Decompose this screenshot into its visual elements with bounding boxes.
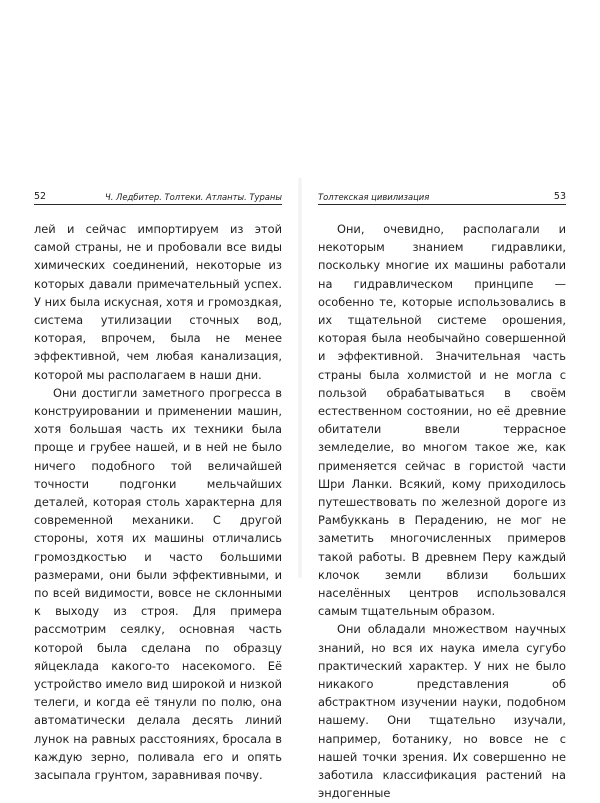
right-page-header: [318, 190, 566, 204]
paragraph: Они, очевидно, располагали и некоторым знанием гидравлики, поскольку многие их машины работали на гидравлическом принципе — особенно те, которые использовались в их тщательной системе орошения, которая была необычайно совершенной и эффективной. Значительная часть страны была холмистой и не могла с пользой обрабатываться в своём естественном состоянии, но её древние обитатели ввели террасное земледелие, во многом такое же, как применяется сейчас в гористой части Шри Ланки. Всякий, кому приходилось путешествовать по железной дороге из Рамбуккань в Перадению, не мог не заметить многочисленных примеров такой работы. В древнем Перу каждый клочок земли вблизи больших населённых центров использовался самым тщательным образом.: [318, 222, 566, 619]
paragraph: лей и сейчас импортируем из этой самой страны, не и пробовали все виды химических соединений, некоторые из которых давали примечательный успех. У них была искусная, хотя и громоздкая, система утилизации сточных вод, которая, впрочем, была не менее эффективной, чем любая канализация, которой мы располагаем в наши дни.: [34, 222, 282, 382]
left-page-header: [34, 190, 282, 204]
right-page-number: 53: [553, 191, 566, 202]
paragraph: Они обладали множеством научных знаний, но вся их наука имела сугубо практический характер. У них не было никакого представления об абстрактном изучении науки, подобном нашему. Они тщательно изучали, например, ботанику, но вовсе не с нашей точки зрения. Их совершенно не заботила классификация растений на эндогенные: [318, 622, 566, 801]
right-page-body: [318, 220, 566, 803]
left-page-number: 52: [34, 191, 47, 202]
left-page: [34, 190, 282, 784]
left-header-rule: [34, 204, 282, 205]
left-running-header: Ч. Ледбитер. Толтеки. Атланты. Тураны: [104, 192, 282, 202]
book-gutter: [298, 178, 302, 578]
paragraph: Они достигли заметного прогресса в конструировании и применении машин, хотя большая часть их техники была проще и грубее нашей, и в ней не было ничего подобного той величайшей точности подгонки мельчайших деталей, которая столь характерна для современной механики. С другой стороны, хотя их машины отличались громоздкостью и часто большими размерами, они были эффективными, и по всей видимости, вовсе не склонными к выходу из строя. Для примера рассмотрим сеялку, основная часть которой была сделана по образцу яйцеклада какого-то насекомого. Её устройство имело вид широкой и низкой телеги, и когда её тянули по полю, она автоматически делала десять линий лунок на равных расстояниях, бросала в каждую зерно, поливала его и опять засыпала грунтом, заравнивая почву.: [34, 385, 283, 783]
left-page-body: [34, 220, 282, 784]
right-running-header: Толтекская цивилизация: [318, 192, 430, 202]
right-header-rule: [318, 204, 566, 205]
right-page: [318, 190, 566, 803]
